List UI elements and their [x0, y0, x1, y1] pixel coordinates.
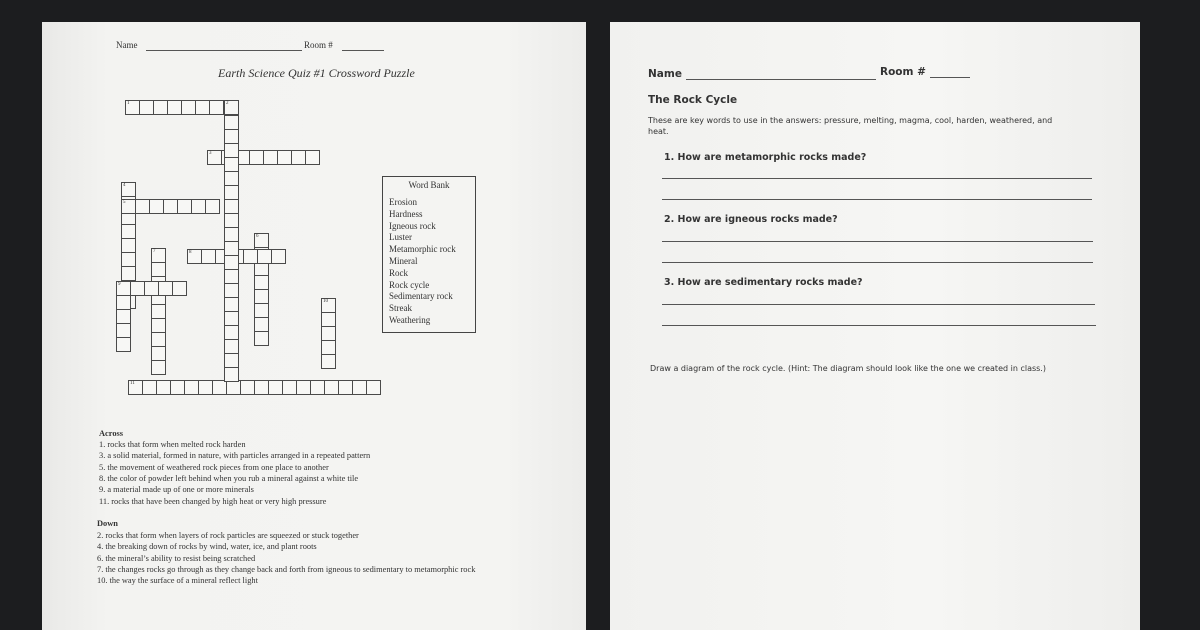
down-heading: Down	[97, 519, 118, 528]
crossword-cell[interactable]	[181, 100, 196, 115]
crossword-cell[interactable]	[195, 100, 210, 115]
crossword-cell[interactable]	[263, 150, 278, 165]
crossword-cell[interactable]	[149, 199, 164, 214]
crossword-cell[interactable]	[224, 185, 239, 200]
down-clue: 2. rocks that form when layers of rock particles are squeezed or stuck together	[97, 531, 359, 540]
crossword-cell[interactable]	[224, 115, 239, 130]
crossword-cell[interactable]	[224, 297, 239, 312]
crossword-cell[interactable]	[224, 353, 239, 368]
crossword-cell[interactable]	[224, 100, 239, 115]
crossword-cell[interactable]	[163, 199, 178, 214]
clue-number: 6	[256, 234, 259, 239]
crossword-cell[interactable]	[224, 129, 239, 144]
crossword-cell[interactable]	[151, 332, 166, 347]
clue-number: 9	[118, 282, 121, 287]
crossword-cell[interactable]	[254, 275, 269, 290]
word-bank-list	[389, 197, 475, 327]
crossword-cell[interactable]	[177, 199, 192, 214]
crossword-cell[interactable]	[172, 281, 187, 296]
clue-number: 4	[123, 183, 126, 188]
clue-number: 10	[323, 299, 328, 304]
across-clue: 5. the movement of weathered rock pieces from one place to another	[99, 462, 329, 472]
across-clue: 3. a solid material, formed in nature, with particles arranged in a repeated pattern	[99, 451, 371, 461]
name-line	[686, 79, 876, 80]
crossword-cell[interactable]	[153, 100, 168, 115]
crossword-cell[interactable]	[116, 323, 131, 338]
crossword-cell[interactable]	[151, 304, 166, 319]
word-bank-item: Metamorphic rock	[389, 244, 456, 255]
across-heading: Across	[99, 429, 124, 438]
name-label: Name	[116, 40, 138, 50]
crossword-cell[interactable]	[254, 289, 269, 304]
crossword-cell[interactable]	[254, 303, 269, 318]
crossword-cell[interactable]	[142, 380, 157, 395]
word-bank-title: Word Bank	[408, 180, 450, 190]
crossword-cell[interactable]	[321, 312, 336, 327]
crossword-cell[interactable]	[125, 100, 140, 115]
crossword-cell[interactable]	[321, 298, 336, 313]
crossword-cell[interactable]	[254, 380, 269, 395]
crossword-cell[interactable]	[135, 199, 150, 214]
crossword-cell[interactable]	[291, 150, 306, 165]
down-clue: 10. the way the surface of a mineral reflect light	[97, 576, 258, 586]
crossword-cell[interactable]	[254, 317, 269, 332]
rock-cycle-title: The Rock Cycle	[648, 94, 738, 106]
crossword-cell[interactable]	[116, 295, 131, 310]
crossword-cell[interactable]	[268, 380, 283, 395]
answer-line[interactable]	[662, 241, 1093, 242]
crossword-cell[interactable]	[198, 380, 213, 395]
crossword-cell[interactable]	[296, 380, 311, 395]
word-bank-item: Mineral	[389, 255, 418, 266]
rock-cycle-sheet	[610, 22, 1140, 630]
crossword-cell[interactable]	[282, 380, 297, 395]
quiz-title: Earth Science Quiz #1 Crossword Puzzle	[218, 66, 415, 80]
crossword-cell[interactable]	[243, 249, 258, 264]
across-clue: 9. a material made up of one or more minerals	[99, 485, 254, 495]
crossword-cell[interactable]	[151, 346, 166, 361]
name-line	[146, 50, 302, 51]
crossword-cell[interactable]	[224, 255, 239, 270]
crossword-cell[interactable]	[170, 380, 185, 395]
word-bank-item: Erosion	[389, 197, 417, 207]
crossword-cell[interactable]	[116, 337, 131, 352]
clue-number: 2	[226, 101, 229, 106]
crossword-cell[interactable]	[151, 262, 166, 277]
crossword-cell[interactable]	[158, 281, 173, 296]
crossword-cell[interactable]	[144, 281, 159, 296]
crossword-cell[interactable]	[205, 199, 220, 214]
crossword-cell[interactable]	[151, 318, 166, 333]
crossword-cell[interactable]	[121, 182, 136, 197]
crossword-cell[interactable]	[321, 340, 336, 355]
down-clue: 7. the changes rocks go through as they change back and forth from igneous to sedimentary to metamorphic rock	[97, 564, 476, 574]
crossword-cell[interactable]	[156, 380, 171, 395]
room-line	[342, 50, 384, 51]
answer-line[interactable]	[662, 304, 1095, 305]
crossword-cell[interactable]	[121, 266, 136, 281]
room-label: Room #	[304, 40, 333, 50]
word-bank-item: Sedimentary rock	[389, 291, 453, 302]
crossword-cell[interactable]	[240, 380, 255, 395]
crossword-cell[interactable]	[224, 367, 239, 382]
crossword-cell[interactable]	[187, 249, 202, 264]
crossword-cell[interactable]	[277, 150, 292, 165]
crossword-cell[interactable]	[224, 311, 239, 326]
clue-number: 5	[123, 200, 126, 205]
crossword-cell[interactable]	[321, 326, 336, 341]
crossword-cell[interactable]	[224, 157, 239, 172]
answer-line[interactable]	[662, 178, 1092, 179]
word-bank-item: Luster	[389, 232, 412, 243]
crossword-cell[interactable]	[366, 380, 381, 395]
crossword-cell[interactable]	[224, 269, 239, 284]
clue-number: 8	[189, 250, 192, 255]
crossword-cell[interactable]	[151, 248, 166, 263]
across-clue: 8. the color of powder left behind when you rub a mineral against a white tile	[99, 473, 359, 483]
crossword-cell[interactable]	[305, 150, 320, 165]
crossword-cell[interactable]	[151, 360, 166, 375]
crossword-cell[interactable]	[207, 150, 222, 165]
crossword-cell[interactable]	[224, 143, 239, 158]
crossword-cell[interactable]	[191, 199, 206, 214]
crossword-cell[interactable]	[224, 227, 239, 242]
crossword-cell[interactable]	[324, 380, 339, 395]
crossword-cell[interactable]	[224, 339, 239, 354]
word-bank-item: Hardness	[389, 208, 423, 219]
question-2: 2. How are igneous rocks made?	[664, 214, 838, 225]
answer-line[interactable]	[662, 199, 1092, 200]
crossword-cell[interactable]	[254, 331, 269, 346]
crossword-cell[interactable]	[321, 354, 336, 369]
crossword-cell[interactable]	[116, 309, 131, 324]
crossword-cell[interactable]	[310, 380, 325, 395]
word-bank-item: Rock cycle	[389, 279, 430, 290]
word-bank-item: Igneous rock	[389, 220, 436, 231]
across-clue: 1. rocks that form when melted rock harden	[99, 440, 246, 449]
crossword-quiz-sheet	[42, 22, 586, 630]
crossword-cell[interactable]	[201, 249, 216, 264]
crossword-cell[interactable]	[224, 241, 239, 256]
crossword-cell[interactable]	[139, 100, 154, 115]
clue-number: 7	[153, 249, 156, 254]
word-bank-item: Streak	[389, 303, 412, 314]
crossword-cell[interactable]	[249, 150, 264, 165]
crossword-cell[interactable]	[257, 249, 272, 264]
crossword-cell[interactable]	[121, 199, 136, 214]
answer-line[interactable]	[662, 262, 1093, 263]
crossword-cell[interactable]	[184, 380, 199, 395]
room-label: Room #	[880, 66, 926, 78]
crossword-cell[interactable]	[338, 380, 353, 395]
crossword-cell[interactable]	[128, 380, 143, 395]
crossword-cell[interactable]	[224, 213, 239, 228]
word-bank	[382, 176, 476, 333]
question-3: 3. How are sedimentary rocks made?	[664, 277, 863, 288]
name-label: Name	[648, 68, 682, 80]
clue-number: 1	[127, 101, 130, 106]
down-clue: 6. the mineral’s ability to resist being scratched	[97, 553, 256, 563]
crossword-cell[interactable]	[121, 252, 136, 267]
crossword-cell[interactable]	[352, 380, 367, 395]
crossword-cell[interactable]	[226, 380, 241, 395]
instructions-line-1: These are key words to use in the answers: pressure, melting, magma, cool, harden, weathered, and	[648, 116, 1053, 125]
clue-number: 11	[130, 381, 135, 386]
crossword-cell[interactable]	[224, 283, 239, 298]
question-1: 1. How are metamorphic rocks made?	[664, 152, 867, 163]
crossword-cell[interactable]	[224, 199, 239, 214]
word-bank-item: Rock	[389, 267, 408, 278]
crossword-cell[interactable]	[224, 171, 239, 186]
across-clue: 11. rocks that have been changed by high heat or very high pressure	[99, 496, 327, 506]
crossword-cell[interactable]	[254, 233, 269, 248]
crossword-cell[interactable]	[212, 380, 227, 395]
crossword-cell[interactable]	[130, 281, 145, 296]
word-bank-item: Weathering	[389, 314, 431, 325]
crossword-cell[interactable]	[271, 249, 286, 264]
diagram-prompt: Draw a diagram of the rock cycle. (Hint: The diagram should look like the one we created in class.)	[650, 364, 1046, 373]
crossword-cell[interactable]	[116, 281, 131, 296]
down-clue: 4. the breaking down of rocks by wind, water, ice, and plant roots	[97, 542, 317, 552]
answer-line[interactable]	[662, 325, 1096, 326]
crossword-cell[interactable]	[121, 238, 136, 253]
diagram-drawing-area[interactable]	[650, 382, 1100, 612]
crossword-cell[interactable]	[209, 100, 224, 115]
crossword-cell[interactable]	[224, 325, 239, 340]
crossword-cell[interactable]	[167, 100, 182, 115]
room-line	[930, 77, 970, 78]
clue-number: 3	[209, 151, 212, 156]
instructions-line-2: heat.	[648, 127, 669, 136]
crossword-cell[interactable]	[121, 224, 136, 239]
